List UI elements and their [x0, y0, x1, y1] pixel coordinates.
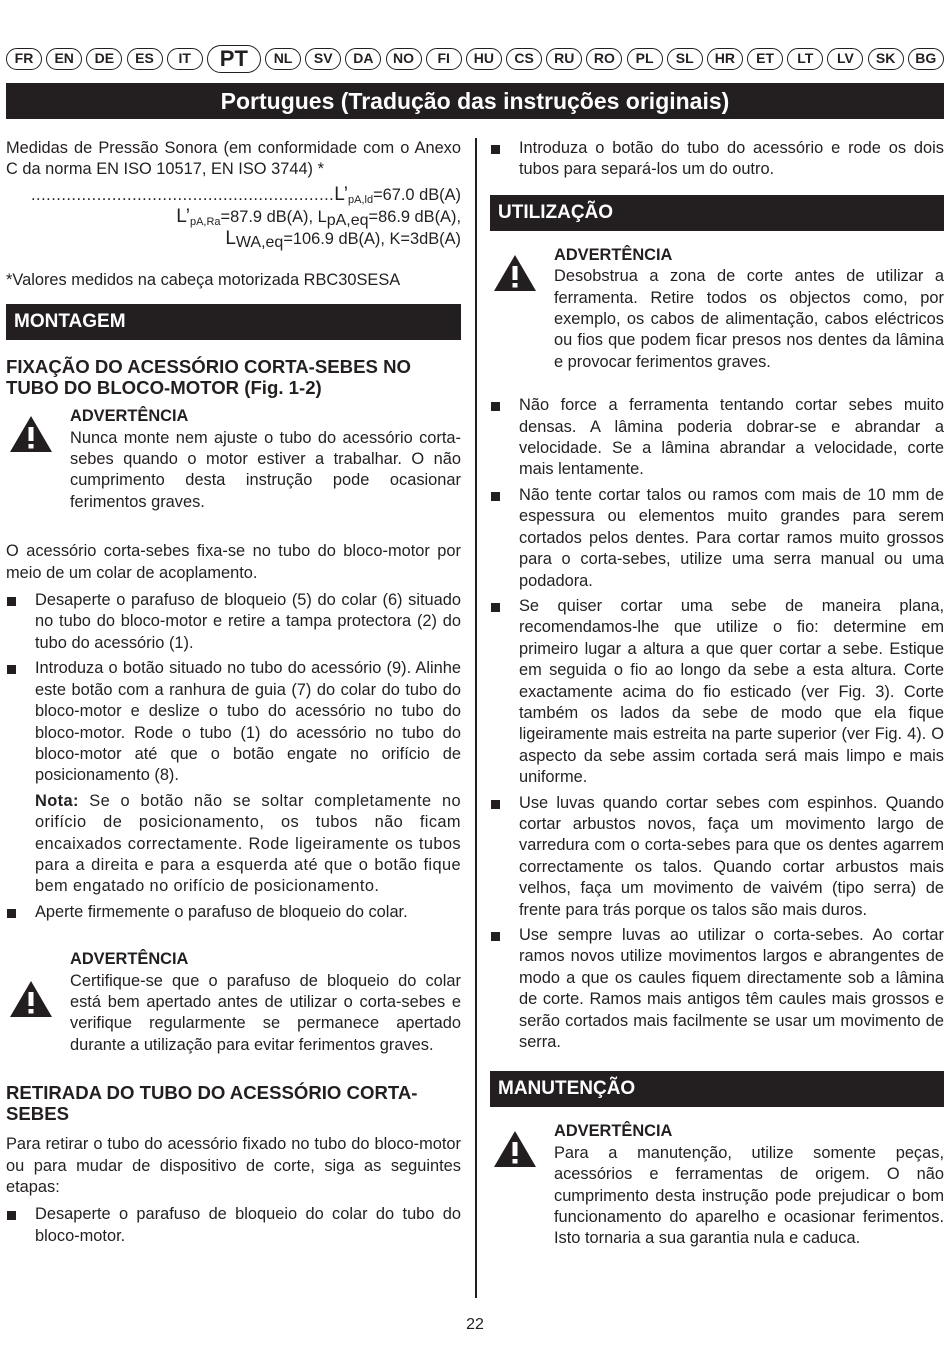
language-tab-fr[interactable]: FR: [6, 48, 42, 70]
bullet-square-icon: [7, 1211, 16, 1220]
bullet-square-icon: [491, 492, 500, 501]
language-tab-nl[interactable]: NL: [265, 48, 301, 70]
list-item: Se quiser cortar uma sebe de maneira plana, recomendamos-lhe que utilize o fio: determine em primeiro lugar a altura a que quer cortar a sebe. Estique em seguida o fio ao longo da sebe a esta altura. Corte exactamente acima do fio esticado (ver Fig. 3). Corte também os lados da sebe de modo que ela fique ligeiramente mais estreita na parte superior (ver Fig. 4). O aspecto da sebe assim cortada será mais limpo e mais uniforme.: [490, 596, 944, 789]
column-divider: [475, 138, 477, 1298]
warning-triangle-icon: [492, 253, 538, 293]
right-column: [490, 138, 944, 1250]
warning-text: Para a manutenção, utilize somente peças, acessórios e ferramentas de origem. O não cumprimento desta instrução pode prejudicar o bom funcionamento do aparelho e ocasionar ferimentos. Isto tornaria a sua garantia nula e caduca.: [554, 1143, 944, 1248]
list-item: Desaperte o parafuso de bloqueio (5) do colar (6) situado no tubo do bloco-motor e retire a tampa protectora (2) do tubo do acessório (1).: [6, 590, 461, 654]
warning-triangle-icon: [492, 1129, 538, 1169]
list-item: Aperte firmemente o parafuso de bloqueio do colar.: [6, 902, 461, 923]
bullet-square-icon: [491, 800, 500, 809]
section-header-montagem: MONTAGEM: [6, 304, 461, 340]
page-number: 22: [466, 1316, 484, 1333]
language-tabs: [6, 46, 944, 72]
list-item: Introduza o botão do tubo do acessório e rode os dois tubos para separá-los um do outro.: [490, 138, 944, 181]
subheading-retirada: RETIRADA DO TUBO DO ACESSÓRIO CORTA-SEBES: [6, 1082, 418, 1125]
list-item: Use luvas quando cortar sebes com espinhos. Quando cortar arbustos novos, faça um movimento largo de varredura com o corta-sebes para que os dentes agarrem correctamente os talos. Quando cortar arbustos mais velhos, faça um movimento de vaivém (tipo serra) de frente para trás porque os talos são mais duros.: [490, 793, 944, 921]
language-tab-ru[interactable]: RU: [546, 48, 582, 70]
note-paragraph: Nota: Se o botão não se soltar completamente no orifício de posicionamento, os tubos não ficam encaixados correctamente. Rode ligeiramente os tubos para a direita e para a esquerda até que o botão fique bem engatado no orifício de posicionamento.: [35, 791, 461, 896]
warning-title: ADVERTÊNCIA: [554, 1122, 673, 1141]
retirada-paragraph: Para retirar o tubo do acessório fixado no tubo do bloco-motor ou para mudar de dispositivo de corte, siga as seguintes etapas:: [6, 1135, 461, 1196]
bullet-square-icon: [491, 145, 500, 154]
section-header-manutencao: MANUTENÇÃO: [490, 1071, 944, 1107]
bullet-square-icon: [7, 665, 16, 674]
noise-line-2: $L’_{pA,Ra}=87.9$ dB(A), $L_{pA,eq}=86.9$ dB(A),: [176, 205, 461, 229]
language-tab-bg[interactable]: BG: [908, 48, 944, 70]
language-tab-fi[interactable]: FI: [426, 48, 462, 70]
language-tab-cs[interactable]: CS: [506, 48, 542, 70]
section-header-utilizacao: UTILIZAÇÃO: [490, 195, 944, 231]
language-tab-hu[interactable]: HU: [466, 48, 502, 70]
noise-line-1: $............................................................L’_{pA,ld}=67.0$ dB(A): [31, 183, 461, 206]
language-tab-es[interactable]: ES: [127, 48, 163, 70]
language-tab-sv[interactable]: SV: [305, 48, 341, 70]
warning-block-1: [6, 406, 461, 513]
usage-tips: [490, 395, 944, 1053]
warning-title: ADVERTÊNCIA: [554, 245, 673, 264]
bullet-square-icon: [7, 909, 16, 918]
intro-paragraph: O acessório corta-sebes fixa-se no tubo do bloco-motor por meio de um colar de acoplamento.: [6, 542, 461, 582]
subheading-fixacao: FIXAÇÃO DO ACESSÓRIO CORTA-SEBES NO TUBO DO BLOCO-MOTOR (Fig. 1-2): [6, 356, 411, 399]
list-item: Não tente cortar talos ou ramos com mais de 10 mm de espessura ou elementos muito grandes para serem cortados pelos dentes. Para cortar ramos muito grossos para o corta-sebes, utilize uma serra manual ou uma podadora.: [490, 485, 944, 592]
warning-block-3: [490, 245, 944, 373]
language-tab-it[interactable]: IT: [167, 48, 203, 70]
bullet-square-icon: [7, 597, 16, 606]
language-tab-pl[interactable]: PL: [627, 48, 663, 70]
language-tab-lt[interactable]: LT: [787, 48, 823, 70]
warning-text: Certifique-se que o parafuso de bloqueio do colar está bem apertado antes de utilizar o corta-sebes e verifique regularmente se permanece apertado durante a utilização para evitar ferimentos graves.: [70, 971, 461, 1054]
warning-triangle-icon: [8, 414, 54, 454]
warning-text: Desobstrua a zona de corte antes de utilizar a ferramenta. Retire todos os objectos como, por exemplo, os cabos de alimentação, cabos eléctricos ou fios que podem ficar presos nos dentes da lâmina e provocar ferimentos graves.: [554, 267, 944, 371]
language-tab-no[interactable]: NO: [386, 48, 422, 70]
assembly-steps: [6, 590, 461, 923]
language-tab-sl[interactable]: SL: [667, 48, 703, 70]
bullet-square-icon: [491, 603, 500, 612]
language-tab-hr[interactable]: HR: [707, 48, 743, 70]
language-tab-de[interactable]: DE: [86, 48, 122, 70]
list-item: Não force a ferramenta tentando cortar sebes muito densas. A lâmina poderia dobrar-se e abrandar a velocidade. Se a lâmina abrandar a velocidade, corte mais lentamente.: [490, 395, 944, 481]
language-tab-pt[interactable]: PT: [207, 45, 261, 73]
warning-text: Nunca monte nem ajuste o tubo do acessório corta-sebes quando o motor estiver a trabalhar. O não cumprimento desta instrução pode ocasionar ferimentos graves.: [70, 428, 461, 511]
warning-title: ADVERTÊNCIA: [70, 950, 189, 969]
bullet-square-icon: [491, 402, 500, 411]
list-item: Use sempre luvas ao utilizar o corta-sebes. Ao cortar ramos novos utilize movimentos largos e abrangentes de modo a que os caules fiquem directamente sob a lâmina de corte. Ramos mais antigos têm caules mais grossos e serão cortados mais facilmente se usar um movimento de serra.: [490, 925, 944, 1053]
noise-dots: ............................................................: [31, 185, 335, 204]
bullet-square-icon: [491, 932, 500, 941]
removal-steps: [6, 1204, 461, 1247]
language-tab-ro[interactable]: RO: [586, 48, 622, 70]
language-tab-en[interactable]: EN: [46, 48, 82, 70]
warning-block-2: [6, 949, 461, 1056]
warning-triangle-icon: [8, 979, 54, 1019]
list-item: Desaperte o parafuso de bloqueio do colar do tubo do bloco-motor.: [6, 1204, 461, 1247]
language-tab-lv[interactable]: LV: [827, 48, 863, 70]
warning-block-4: [490, 1121, 944, 1249]
noise-line-3: $L_{WA,eq}=106.9$ dB(A), K=3dB(A): [225, 227, 461, 251]
page-banner-title: Portugues (Tradução das instruções originais): [6, 83, 944, 119]
noise-footnote: *Valores medidos na cabeça motorizada RBC30SESA: [6, 270, 401, 289]
language-tab-da[interactable]: DA: [345, 48, 381, 70]
language-tab-sk[interactable]: SK: [868, 48, 904, 70]
language-tab-et[interactable]: ET: [747, 48, 783, 70]
left-column: [6, 138, 461, 1251]
warning-title: ADVERTÊNCIA: [70, 407, 189, 426]
list-item: Introduza o botão situado no tubo do acessório (9). Alinhe este botão com a ranhura de guia (7) do colar do tubo do bloco-motor e deslize o tubo do acessório no tubo do bloco-motor. Rode o tubo (1) do acessório no tubo do bloco-motor até que o botão engate no orifício de posicionamento (8). Nota: Se o botão não se soltar completamente no orifício de posicionamento, os tubos não ficam encaixados correctamente. Rode ligeiramente os tubos para a direita e para a esquerda até que o botão fique bem engatado no orifício de posicionamento.: [6, 658, 461, 897]
removal-steps-continued: [490, 138, 944, 181]
noise-intro: Medidas de Pressão Sonora (em conformidade com o Anexo C da norma EN ISO 10517, EN ISO 3744) *: [6, 139, 461, 179]
